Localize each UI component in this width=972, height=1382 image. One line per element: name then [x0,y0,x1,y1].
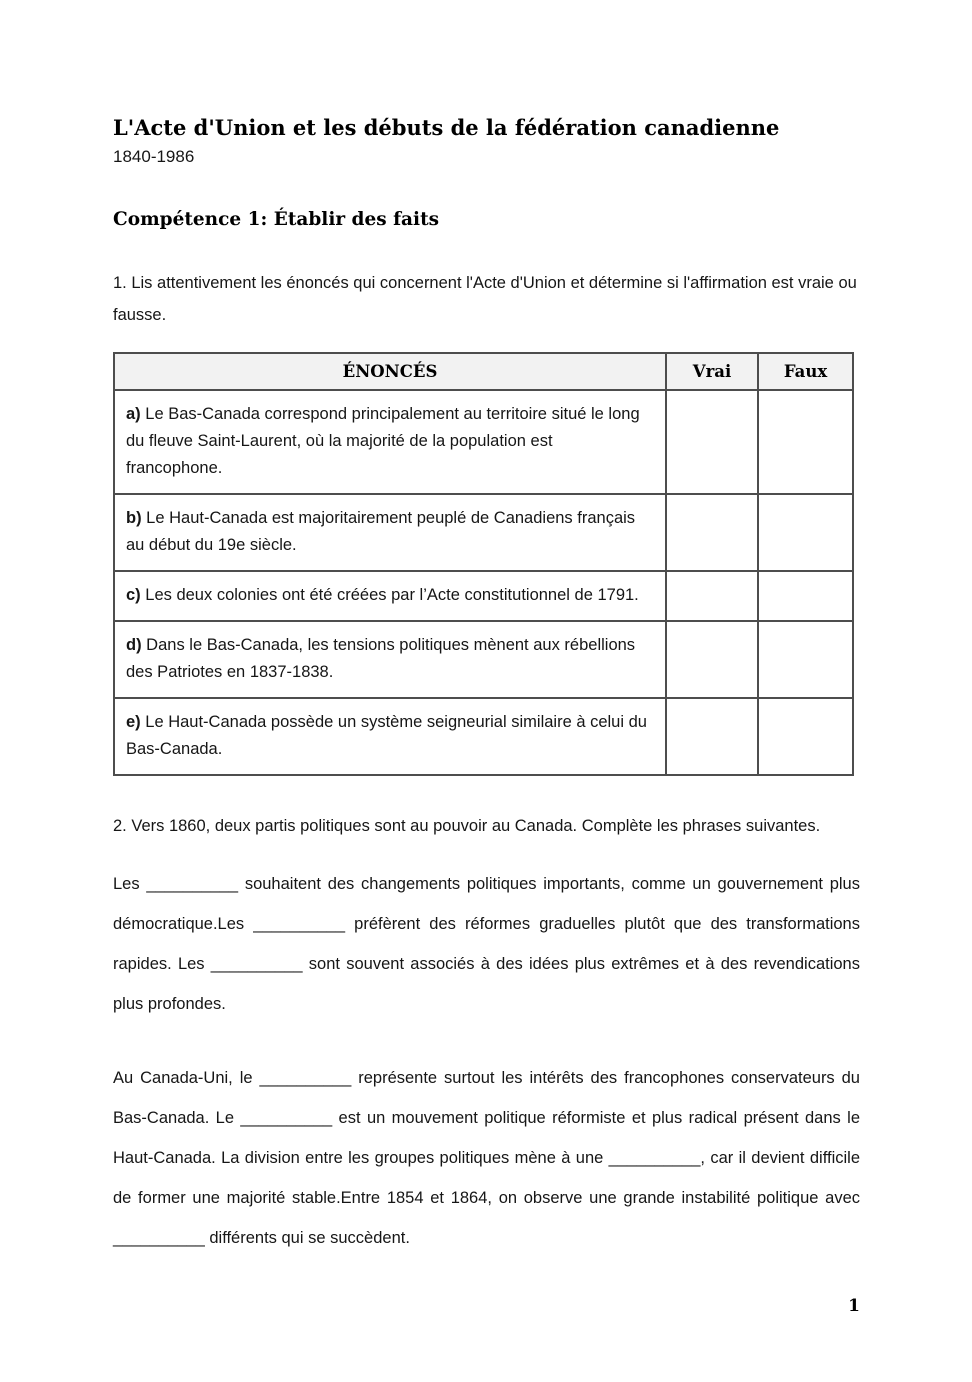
statement-label: b) [126,508,147,527]
statement-cell [114,621,666,698]
statement-label: d) [126,635,147,654]
statement-text: Le Haut-Canada est majoritairement peuplé de Canadiens français au début du 19e siècle. [126,508,636,554]
question2-paragraph-1: Les __________ souhaitent des changements politiques importants, comme un gouvernement plus démocratique.Les __________ préfèrent des réformes graduelles plutôt que des transformations rapides. Les __________ sont souvent associés à des idées plus extrêmes et à des revendications plus profondes. [113,874,860,1013]
table-header-row [114,353,853,390]
faux-answer-cell[interactable] [758,621,853,698]
statement-text: Les deux colonies ont été créées par l’Acte constitutionnel de 1791. [145,585,639,604]
column-header-vrai: Vrai [666,353,758,390]
vrai-answer-cell[interactable] [666,390,758,494]
statement-cell [114,494,666,571]
faux-answer-cell[interactable] [758,571,853,621]
section-heading: Compétence 1: Établir des faits [113,208,440,230]
true-false-table [113,352,854,776]
statement-cell [114,698,666,775]
table-row [114,571,853,621]
statement-cell [114,571,666,621]
vrai-answer-cell[interactable] [666,571,758,621]
column-header-enonces: ÉNONCÉS [114,353,666,390]
table-row [114,390,853,494]
question1-intro: 1. Lis attentivement les énoncés qui concernent l'Acte d'Union et détermine si l'affirmation est vraie ou fausse. [113,273,857,324]
faux-answer-cell[interactable] [758,494,853,571]
statement-cell [114,390,666,494]
vrai-answer-cell[interactable] [666,698,758,775]
statement-label: a) [126,404,146,423]
page-title: L'Acte d'Union et les débuts de la fédération canadienne [113,115,780,140]
statement-text: Le Bas-Canada correspond principalement au territoire situé le long du fleuve Saint-Laurent, où la majorité de la population est francophone. [126,404,640,477]
column-header-faux: Faux [758,353,853,390]
vrai-answer-cell[interactable] [666,621,758,698]
question2-intro: 2. Vers 1860, deux partis politiques sont au pouvoir au Canada. Complète les phrases suivantes. [113,816,821,835]
table-row [114,494,853,571]
statement-label: e) [126,712,146,731]
faux-answer-cell[interactable] [758,390,853,494]
statement-text: Le Haut-Canada possède un système seigneurial similaire à celui du Bas-Canada. [126,712,647,758]
vrai-answer-cell[interactable] [666,494,758,571]
question2-paragraph-2: Au Canada-Uni, le __________ représente surtout les intérêts des francophones conservateurs du Bas-Canada. Le __________ est un mouvement politique réformiste et plus radical présent dans le Haut-Canada. La division entre les groupes politiques mène à une __________, car il devient difficile de former une majorité stable.Entre 1854 et 1864, on observe une grande instabilité politique avec __________ différents qui se succèdent. [113,1068,860,1247]
faux-answer-cell[interactable] [758,698,853,775]
statement-label: c) [126,585,146,604]
page-number: 1 [848,1296,860,1316]
table-row [114,698,853,775]
statement-text: Dans le Bas-Canada, les tensions politiques mènent aux rébellions des Patriotes en 1837-1838. [126,635,636,681]
table-row [114,621,853,698]
page-subtitle: 1840-1986 [113,147,195,167]
